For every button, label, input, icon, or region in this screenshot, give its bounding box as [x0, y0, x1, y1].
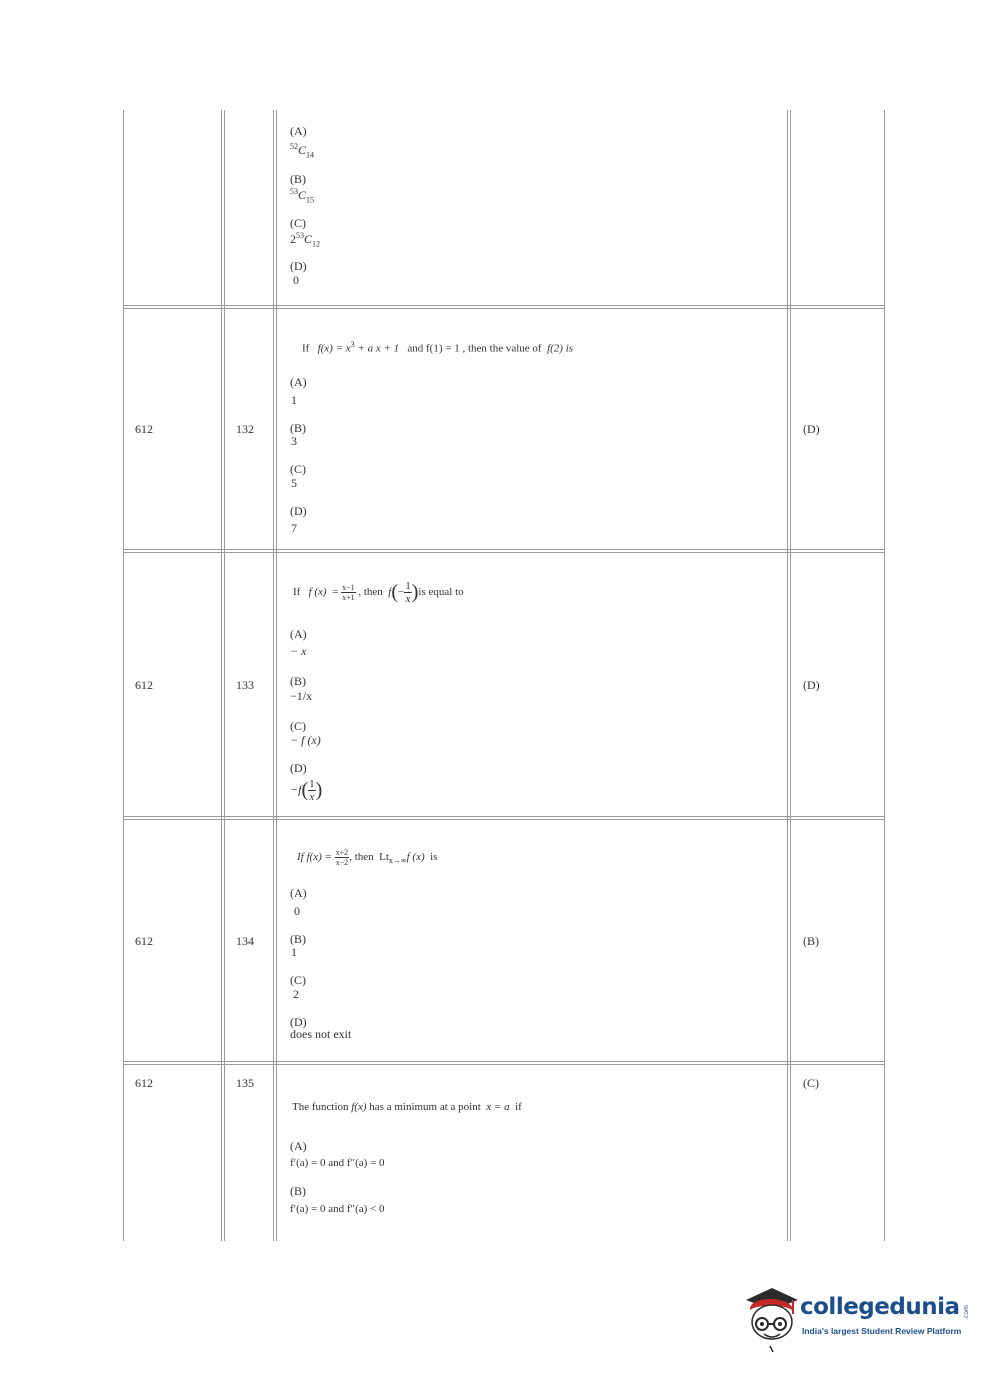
- option-label: (B): [290, 931, 306, 946]
- grid-line: [790, 110, 791, 1241]
- answer-key: (D): [803, 678, 820, 692]
- answer-key: (B): [803, 934, 819, 948]
- answer-key: (C): [803, 1076, 819, 1090]
- option-label: (A): [290, 1139, 307, 1153]
- option-label: (A): [290, 375, 307, 389]
- row-divider: [123, 305, 885, 306]
- option-value: − x: [290, 643, 307, 658]
- grid-line: [276, 110, 277, 1241]
- option-value: f′(a) = 0 and f″(a) < 0: [290, 1203, 385, 1216]
- option-value: 1: [291, 945, 297, 960]
- option-label: (B): [290, 172, 306, 187]
- question-number: 132: [236, 422, 254, 436]
- question-number: 134: [236, 934, 254, 948]
- row-divider: [123, 549, 885, 550]
- grid-line: [273, 110, 274, 1241]
- option-value: 7: [291, 520, 297, 535]
- logo-wordmark: collegedunia .com: [800, 1294, 971, 1320]
- paper-code: 612: [135, 422, 153, 436]
- grid-line: [221, 110, 222, 1241]
- row-divider: [123, 1061, 885, 1062]
- option-label: (B): [290, 420, 306, 435]
- collegedunia-logo: [742, 1284, 982, 1356]
- question-options: [290, 887, 351, 1041]
- option-value: 0: [293, 272, 299, 287]
- option-label: (C): [290, 973, 306, 988]
- row-divider: [123, 1064, 885, 1065]
- row-divider: [123, 819, 885, 820]
- option-label: (D): [290, 1014, 307, 1029]
- option-label: (D): [290, 259, 307, 274]
- question-stem: The function f(x) has a minimum at a point x = a if: [292, 1101, 522, 1113]
- option-value: −1/x: [290, 689, 313, 704]
- option-value: − f (x): [290, 732, 321, 747]
- question-options: [290, 628, 322, 803]
- option-label: (C): [290, 462, 306, 477]
- option-value: f′(a) = 0 and f″(a) = 0: [290, 1156, 385, 1169]
- question-number: 135: [236, 1076, 254, 1090]
- option-label: (B): [290, 673, 306, 688]
- question-number: 133: [236, 678, 254, 692]
- grid-line: [224, 110, 225, 1241]
- paper-code: 612: [135, 678, 153, 692]
- option-label: (C): [290, 215, 306, 230]
- fraction: $\frac{x-1}{x+1}$: [342, 583, 355, 602]
- question-stem: If f (x) = $\frac{x-1}{x+1}$ , then f(− $\frac{1}{x}$ )is equal to: [293, 580, 464, 605]
- option-value: 2: [293, 986, 299, 1001]
- mascot-icon: [742, 1284, 804, 1356]
- option-value: −f( $\frac{1}{x}$ ): [290, 777, 323, 803]
- option-label: (B): [290, 1184, 306, 1199]
- grid-line: [787, 110, 788, 1241]
- option-value: 0: [294, 903, 300, 918]
- paper-code: 612: [135, 1076, 153, 1090]
- option-value: 3: [291, 434, 297, 449]
- option-value: 1: [291, 392, 297, 407]
- question-stem: If $f(x) = x^3 + a$ x + 1 and f(1) = 1 , then the value of f(2) is: [302, 340, 574, 355]
- option-label: (A): [290, 886, 307, 900]
- answer-key: (D): [803, 422, 820, 436]
- paper-code: 612: [135, 934, 153, 948]
- row-divider: [123, 552, 885, 553]
- question-options: [290, 125, 320, 288]
- option-value: $2^{53}C_{12}$: [290, 230, 321, 248]
- option-value: 5: [291, 475, 297, 490]
- option-label: (D): [290, 760, 307, 775]
- grid-line: [884, 110, 885, 1241]
- question-options: [290, 1140, 385, 1216]
- option-label: (A): [290, 627, 307, 641]
- option-value: does not exit: [290, 1026, 352, 1041]
- row-divider: [123, 308, 885, 309]
- row-divider: [123, 816, 885, 817]
- option-value: $^{52}C_{14}$: [290, 141, 315, 160]
- option-label: (D): [290, 503, 307, 518]
- option-label: (A): [290, 124, 307, 138]
- logo-tagline: India's largest Student Review Platform: [802, 1326, 962, 1336]
- option-label: (C): [290, 719, 306, 734]
- question-options: [290, 376, 307, 535]
- fraction: $\frac{x+2}{x-2}$: [335, 848, 349, 867]
- option-value: $^{53}C_{15}$: [290, 187, 315, 205]
- question-stem: If f(x) = $\frac{x+2}{x-2}$ , then $Lt_{x\to\infty}f$ (x) is: [297, 848, 438, 867]
- grid-line: [123, 110, 124, 1241]
